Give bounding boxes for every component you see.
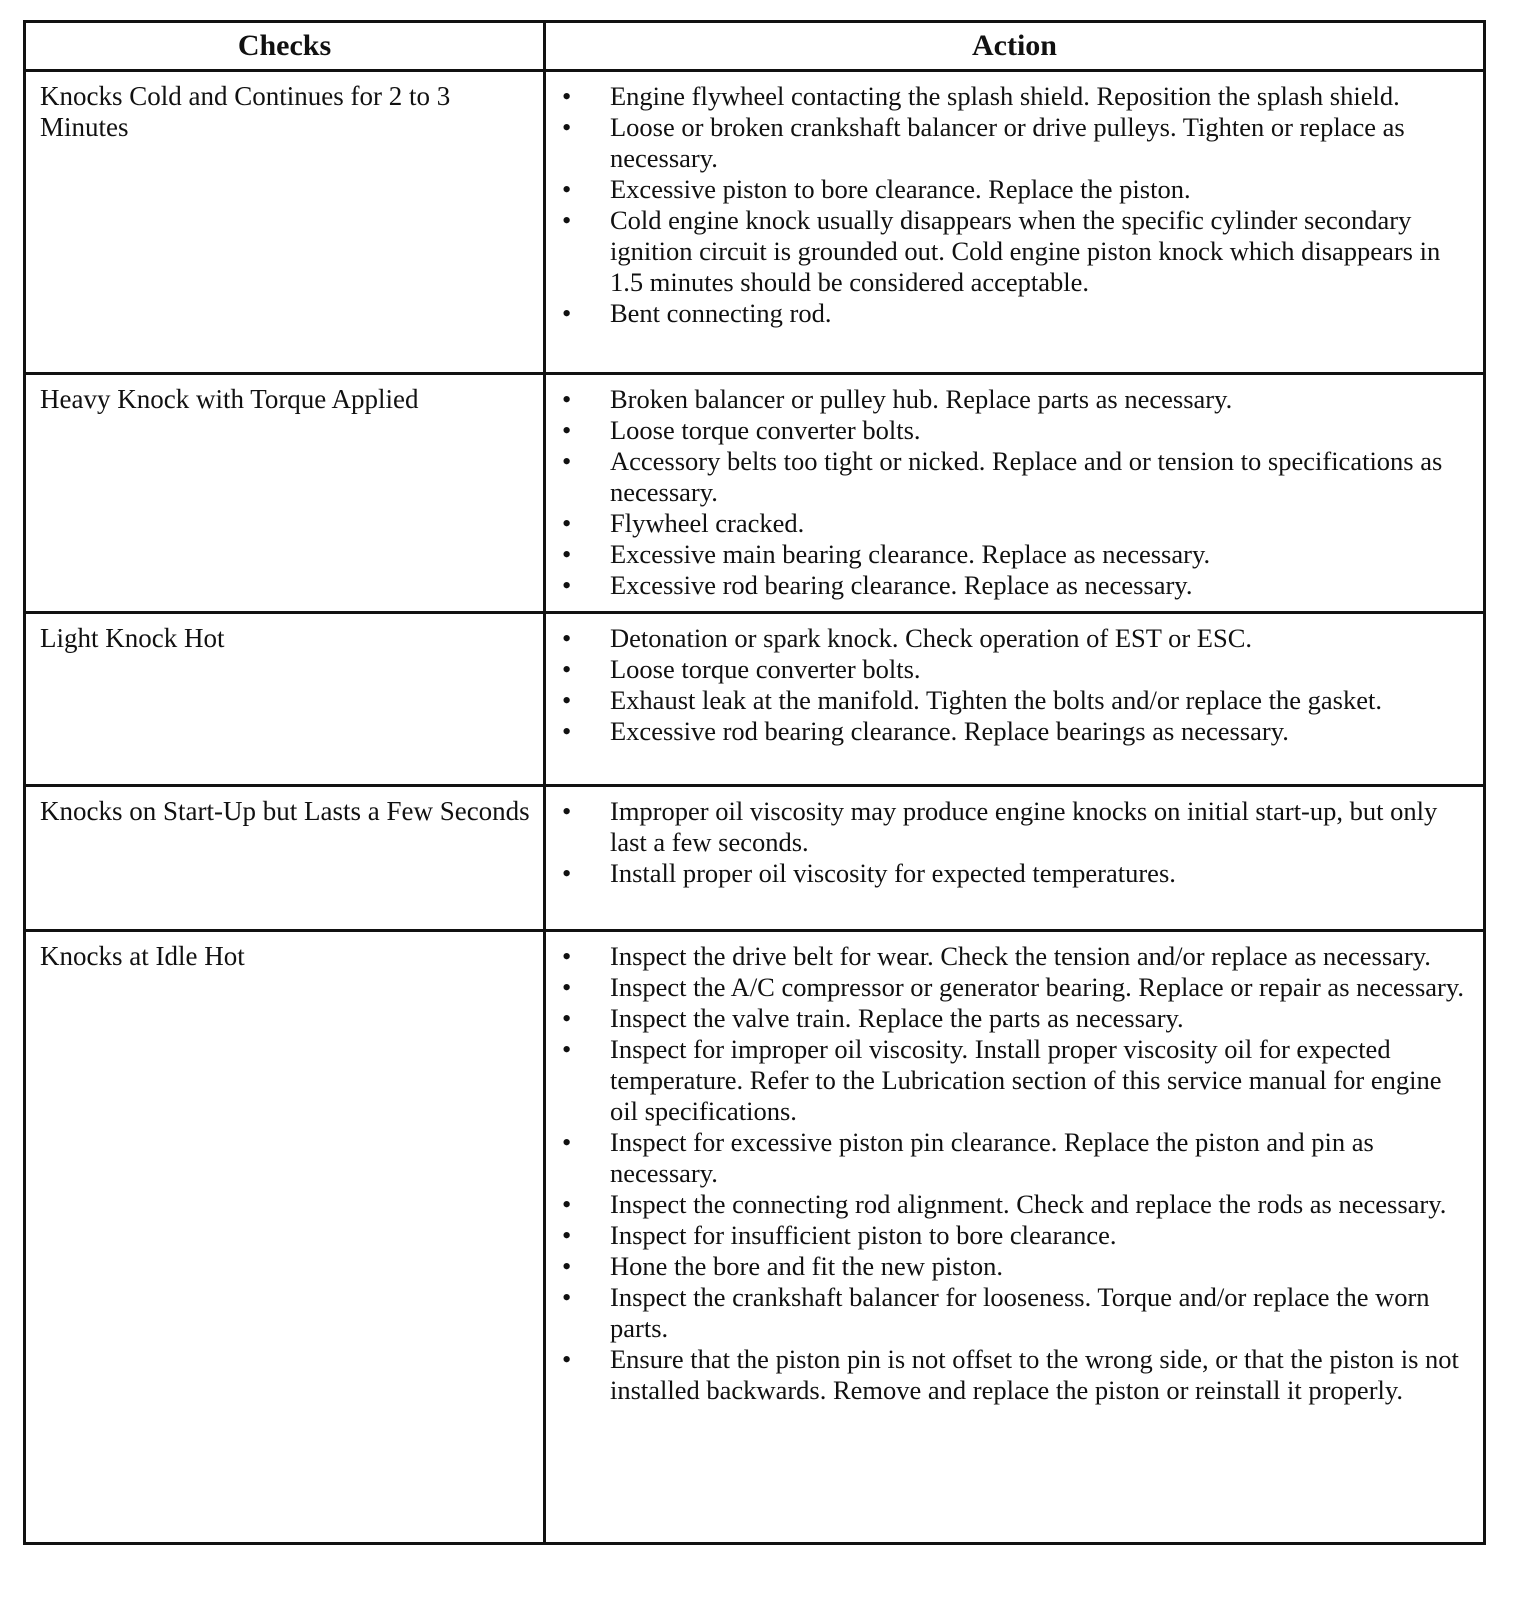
action-cell <box>545 786 1485 931</box>
action-item: • Hone the bore and fit the new piston. <box>556 1251 1473 1282</box>
action-item: • Inspect the crankshaft balancer for looseness. Torque and/or replace the worn parts. <box>556 1282 1473 1344</box>
header-checks: Checks <box>25 22 545 71</box>
table-row <box>25 786 1485 931</box>
action-item: • Excessive rod bearing clearance. Replace as necessary. <box>556 570 1473 601</box>
action-list <box>556 384 1473 601</box>
action-item: • Inspect for excessive piston pin clearance. Replace the piston and pin as necessary. <box>556 1127 1473 1189</box>
action-item: • Bent connecting rod. <box>556 298 1473 329</box>
action-item: • Flywheel cracked. <box>556 508 1473 539</box>
table-row <box>25 931 1485 1544</box>
action-list <box>556 796 1473 889</box>
action-item: • Exhaust leak at the manifold. Tighten the bolts and/or replace the gasket. <box>556 685 1473 716</box>
action-item: • Loose or broken crankshaft balancer or drive pulleys. Tighten or replace as necessary. <box>556 112 1473 174</box>
action-item: • Accessory belts too tight or nicked. Replace and or tension to specifications as necessary. <box>556 446 1473 508</box>
action-item: • Loose torque converter bolts. <box>556 654 1473 685</box>
action-cell <box>545 931 1485 1544</box>
table-row <box>25 71 1485 374</box>
table-header-row <box>25 22 1485 71</box>
action-cell <box>545 613 1485 786</box>
action-item: • Inspect the valve train. Replace the parts as necessary. <box>556 1003 1473 1034</box>
check-cell: Heavy Knock with Torque Applied <box>25 374 545 613</box>
action-item: • Excessive piston to bore clearance. Replace the piston. <box>556 174 1473 205</box>
action-list <box>556 623 1473 747</box>
action-cell <box>545 71 1485 374</box>
action-item: • Broken balancer or pulley hub. Replace parts as necessary. <box>556 384 1473 415</box>
action-item: • Inspect for improper oil viscosity. Install proper viscosity oil for expected temperature. Refer to the Lubrication section of this service manual for engine oil specifications. <box>556 1034 1473 1127</box>
table-row <box>25 374 1485 613</box>
action-item: • Excessive main bearing clearance. Replace as necessary. <box>556 539 1473 570</box>
action-item: • Engine flywheel contacting the splash shield. Reposition the splash shield. <box>556 81 1473 112</box>
action-item: • Loose torque converter bolts. <box>556 415 1473 446</box>
diagnosis-table <box>23 20 1486 1545</box>
action-item: • Improper oil viscosity may produce engine knocks on initial start-up, but only last a few seconds. <box>556 796 1473 858</box>
check-cell: Knocks at Idle Hot <box>25 931 545 1544</box>
action-item: • Detonation or spark knock. Check operation of EST or ESC. <box>556 623 1473 654</box>
check-cell: Light Knock Hot <box>25 613 545 786</box>
action-item: • Inspect the A/C compressor or generator bearing. Replace or repair as necessary. <box>556 972 1473 1003</box>
action-item: • Inspect for insufficient piston to bore clearance. <box>556 1220 1473 1251</box>
header-action: Action <box>545 22 1485 71</box>
action-list <box>556 81 1473 329</box>
action-item: • Install proper oil viscosity for expected temperatures. <box>556 858 1473 889</box>
action-list <box>556 941 1473 1406</box>
table-row <box>25 613 1485 786</box>
action-item: • Inspect the connecting rod alignment. Check and replace the rods as necessary. <box>556 1189 1473 1220</box>
action-item: • Excessive rod bearing clearance. Replace bearings as necessary. <box>556 716 1473 747</box>
action-item: • Inspect the drive belt for wear. Check the tension and/or replace as necessary. <box>556 941 1473 972</box>
action-cell <box>545 374 1485 613</box>
check-cell: Knocks on Start-Up but Lasts a Few Seconds <box>25 786 545 931</box>
action-item: • Cold engine knock usually disappears when the specific cylinder secondary ignition circuit is grounded out. Cold engine piston knock which disappears in 1.5 minutes should be considered acceptable. <box>556 205 1473 298</box>
check-cell: Knocks Cold and Continues for 2 to 3 Minutes <box>25 71 545 374</box>
action-item: • Ensure that the piston pin is not offset to the wrong side, or that the piston is not installed backwards. Remove and replace the piston or reinstall it properly. <box>556 1344 1473 1406</box>
